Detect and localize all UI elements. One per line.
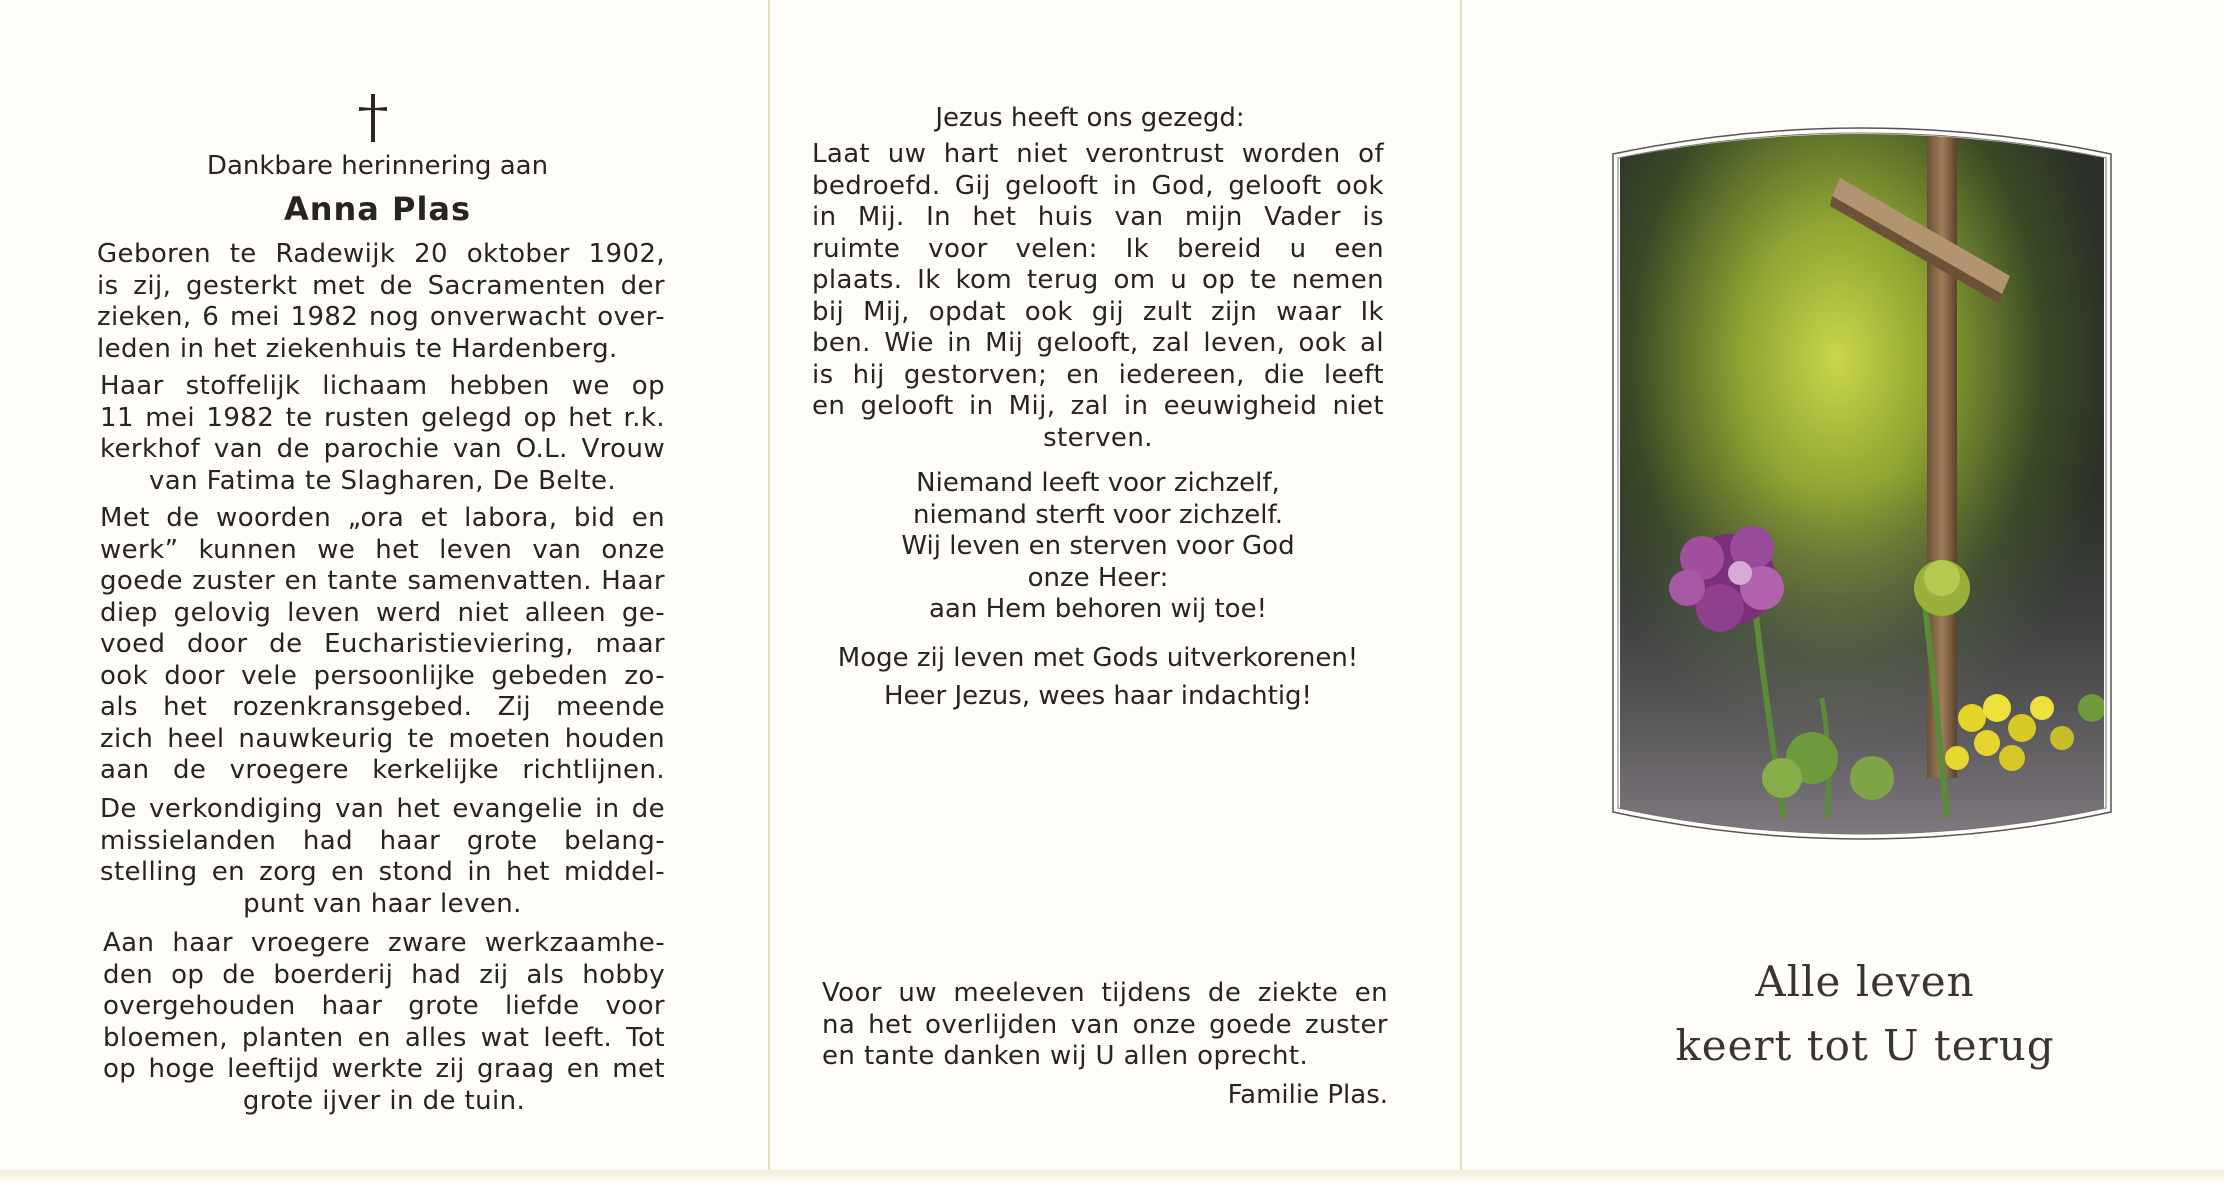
text-line: na het overlijden van onze goede zuster [822, 1009, 1388, 1040]
text-line: bloemen, planten en alles wat leeft. Tot [103, 1022, 665, 1053]
poem [772, 468, 1424, 626]
text-line: in Mij. In het huis van mijn Vader is [812, 202, 1384, 232]
cross-icon [355, 92, 391, 144]
text-line: zich heel nauwkeurig te moeten houden [100, 723, 665, 754]
text-line: bij Mij, opdat ook gij zult zijn waar Ik [812, 296, 1384, 327]
motto-line: Alle leven [1755, 957, 1975, 1006]
intro-text: Dankbare herinnering aan [206, 151, 549, 181]
text-line: plaats. Ik kom terug om u op te nemen [812, 265, 1384, 295]
text-line: ben. Wie in Mij gelooft, zal leven, ook al [812, 328, 1384, 358]
scripture-heading: Jezus heeft ons gezegd: [935, 103, 1245, 133]
poem-line: onze Heer: [1027, 562, 1169, 593]
text-line: goede zuster en tante samenvatten. Haar [100, 566, 665, 596]
text-line: den op de boerderij had zij als hobby [103, 959, 665, 990]
deceased-name: Anna Plas [283, 190, 472, 228]
text-line: ruimte voor velen: Ik bereid u een [812, 233, 1384, 264]
biography-paragraph-2 [100, 371, 665, 497]
poem-line: niemand sterft voor zichzelf. [913, 499, 1283, 530]
text-line: is zij, gesterkt met de Sacramenten der [97, 270, 665, 301]
motto-line: keert tot U terug [1675, 1021, 2055, 1070]
text-line: grote ijver in de tuin. [242, 1085, 526, 1116]
left-panel [0, 0, 770, 1180]
text-line: en gelooft in Mij, zal in eeuwigheid niet [812, 391, 1384, 421]
text-line: als het rozenkransgebed. Zij meende [100, 692, 665, 722]
poem-line: aan Hem behoren wij toe! [929, 594, 1267, 624]
prayer-line-2: Heer Jezus, wees haar indachtig! [884, 681, 1312, 711]
biography-paragraph-1 [97, 239, 665, 365]
prayer-line-1: Moge zij leven met Gods uitverkorenen! [837, 643, 1359, 673]
motto [1600, 950, 2130, 1078]
text-line: punt van haar leven. [243, 888, 522, 919]
text-line: ook door vele persoonlijke gebeden zo- [100, 660, 665, 691]
cross-and-flowers-photo [1612, 118, 2112, 848]
middle-panel [772, 0, 1462, 1180]
text-line: op hoge leeftijd werkte zij graag en met [103, 1054, 665, 1084]
text-line: missielanden had haar grote belang- [100, 825, 665, 856]
text-line: stelling en zorg en stond in het middel- [100, 857, 665, 887]
text-line: van Fatima te Slagharen, De Belte. [148, 465, 617, 496]
thanks-text [822, 978, 1388, 1073]
text-line: Met de woorden „ora et labora, bid en [100, 503, 665, 533]
text-line: De verkondiging van het evangelie in de [100, 794, 665, 824]
text-line: bedroefd. Gij gelooft in God, gelooft ook [812, 170, 1384, 201]
biography-paragraph-3 [100, 503, 665, 787]
text-line: 11 mei 1982 te rusten gelegd op het r.k. [100, 402, 665, 433]
family-signature: Familie Plas. [1227, 1080, 1388, 1110]
text-line: kerkhof van de parochie van O.L. Vrouw [100, 434, 665, 464]
text-line: zieken, 6 mei 1982 nog onverwacht over- [97, 302, 665, 332]
text-line: werk” kunnen we het leven van onze [100, 534, 665, 565]
text-line: sterven. [1043, 422, 1153, 453]
text-line: diep gelovig leven werd niet alleen ge- [100, 597, 665, 628]
card-edge-shadow [0, 1170, 2224, 1184]
text-line: Geboren te Radewijk 20 oktober 1902, [97, 239, 665, 269]
text-line: Haar stoffelijk lichaam hebben we op [100, 371, 665, 401]
poem-line: Wij leven en sterven voor God [901, 531, 1295, 561]
text-line: leden in het ziekenhuis te Hardenberg. [97, 333, 618, 364]
text-line: aan de vroegere kerkelijke richtlijnen. [100, 755, 665, 785]
text-line: Aan haar vroegere zware werkzaamhe- [103, 928, 665, 958]
biography-paragraph-5 [103, 928, 665, 1117]
text-line: Voor uw meeleven tijdens de ziekte en [822, 978, 1388, 1008]
scripture-quote [812, 139, 1384, 454]
text-line: en tante danken wij U allen oprecht. [822, 1041, 1309, 1071]
text-line: Laat uw hart niet verontrust worden of [812, 139, 1384, 169]
text-line: overgehouden haar grote liefde voor [103, 991, 665, 1021]
biography-paragraph-4 [100, 794, 665, 920]
text-line: voed door de Eucharistieviering, maar [100, 629, 665, 659]
poem-line: Niemand leeft voor zichzelf, [916, 468, 1280, 498]
text-line: is hij gestorven; en iedereen, die leeft [812, 359, 1384, 390]
